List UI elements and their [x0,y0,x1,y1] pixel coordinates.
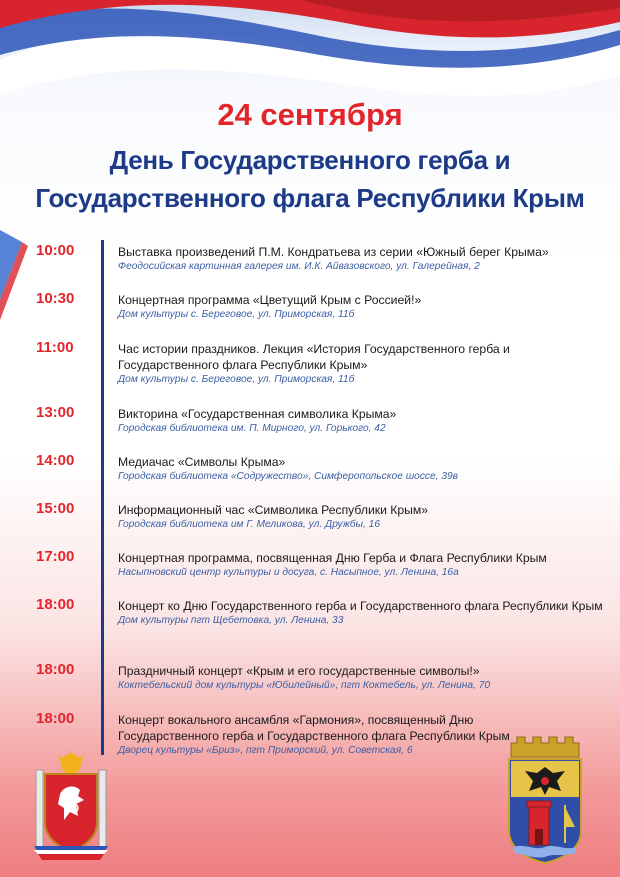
event-place: Городская библиотека им. П. Мирного, ул. Горького, 42 [118,423,386,434]
event-title: Час истории праздников. Лекция «История Государственного герба и Государственного флага Республики Крым» [118,342,510,372]
event-place: Дом культуры с. Береговое, ул. Приморская, 11б [118,374,355,385]
event-time: 18:00 [36,710,75,727]
event-details [118,663,606,693]
event-time: 17:00 [36,548,75,565]
event-title: Концертная программа, посвященная Дню Герба и Флага Республики Крым [118,551,547,565]
event-place: Городская библиотека «Содружество», Симферопольское шоссе, 39в [118,471,458,482]
event-place: Городская библиотека им Г. Меликова, ул. Дружбы, 16 [118,519,380,530]
event-title: Информационный час «Символика Республики Крым» [118,503,429,517]
event-time: 18:00 [36,661,75,678]
event-details [118,406,606,436]
title-line-2: Государственного флага Республики Крым [35,183,585,213]
event-time: 15:00 [36,500,75,517]
event-time: 11:00 [36,339,74,356]
event-details [118,292,606,322]
event-details [118,244,606,274]
event-title: Концерт вокального ансамбля «Гармония», посвященный Дню Государственного герба и Государственного флага Республики Крым [118,713,510,743]
event-place: Коктебельский дом культуры «Юбилейный», пгт Коктебель, ул. Ленина, 70 [118,680,491,691]
event-details [118,712,538,758]
event-time: 14:00 [36,452,75,469]
event-place: Феодосийская картинная галерея им. И.К. Айвазовского, ул. Галерейная, 2 [118,261,480,272]
event-place: Насыпновский центр культуры и досуга, с. Насыпное, ул. Ленина, 16а [118,567,459,578]
event-details [118,454,606,484]
event-time: 10:00 [36,242,75,259]
event-details [118,550,606,580]
feodosia-coat-of-arms-icon [505,735,585,865]
event-time: 13:00 [36,404,75,421]
crimea-coat-of-arms-icon [30,750,112,865]
title-line-1: День Государственного герба и [109,145,511,175]
event-details [118,341,606,387]
event-time: 18:00 [36,596,75,613]
event-title: Праздничный концерт «Крым и его государственные символы!» [118,664,480,678]
event-title: Выставка произведений П.М. Кондратьева из серии «Южный берег Крыма» [118,245,549,259]
event-title: Викторина «Государственная символика Крыма» [118,407,397,421]
event-place: Дворец культуры «Бриз», пгт Приморский, ул. Советская, 6 [118,745,413,756]
event-place: Дом культуры с. Береговое, ул. Приморская, 11б [118,309,355,320]
event-details [118,598,606,628]
event-title: Концерт ко Дню Государственного герба и Государственного флага Республики Крым [118,599,603,613]
event-date: 24 сентября [217,97,403,132]
event-title: Медиачас «Символы Крыма» [118,455,286,469]
event-details [118,502,606,532]
event-place: Дом культуры пгт Щебетовка, ул. Ленина, 33 [118,615,344,626]
event-title: Концертная программа «Цветущий Крым с Россией!» [118,293,422,307]
event-time: 10:30 [36,290,75,307]
